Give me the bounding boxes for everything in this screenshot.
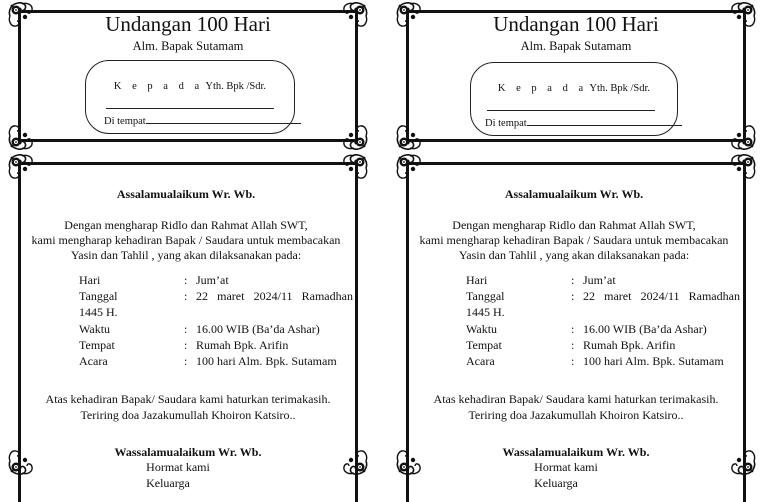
closing: Wassalamualaikum Wr. Wb. — [502, 445, 650, 459]
corner-ornament-icon — [396, 154, 422, 180]
event-details — [466, 272, 746, 369]
corner-ornament-icon — [8, 154, 34, 180]
detail-row-acara: Acara : 100 hari Alm. Bpk. Sutamam — [79, 354, 337, 368]
detail-row-acara: Acara : 100 hari Alm. Bpk. Sutamam — [466, 354, 724, 368]
invitation-cover-right — [396, 2, 756, 150]
invitation-body-right — [396, 154, 758, 489]
closing: Wassalamualaikum Wr. Wb. — [114, 445, 262, 459]
recipient-name-line — [106, 108, 274, 109]
signature-keluarga: Keluarga — [534, 476, 578, 490]
corner-ornament-icon — [396, 124, 422, 150]
cover-subtitle: Alm. Bapak Sutamam — [520, 39, 632, 53]
greeting: Assalamualaikum Wr. Wb. — [504, 187, 644, 201]
address-box — [470, 62, 678, 136]
intro-paragraph: Dengan mengharap Ridlo dan Rahmat Allah SWT, kami mengharap kehadiran Bapak / Saudara untuk membacakan Yasin dan Tahlil , yang akan dilaksanakan pada: — [31, 218, 341, 262]
detail-row-tempat: Tempat : Rumah Bpk. Arifin — [466, 338, 676, 352]
greeting: Assalamualaikum Wr. Wb. — [116, 187, 256, 201]
address-line: Di tempat — [104, 114, 301, 127]
detail-row-tanggal-cont: 1445 H. — [79, 305, 118, 319]
thanks-paragraph: Atas kehadiran Bapak/ Saudara kami haturkan terimakasih. Teriring doa Jazakumullah Khoiron Katsiro.. — [45, 392, 331, 422]
detail-row-waktu: Waktu : 16.00 WIB (Ba’da Ashar) — [79, 322, 320, 336]
signature-hormat: Hormat kami — [146, 460, 210, 474]
address-line: Di tempat — [485, 116, 682, 129]
corner-ornament-icon — [8, 124, 34, 150]
detail-row-hari: Hari : Jum’at — [79, 273, 229, 287]
signature-keluarga: Keluarga — [146, 476, 190, 490]
cover-title: Undangan 100 Hari — [105, 12, 271, 36]
detail-row-tanggal-cont: 1445 H. — [466, 305, 505, 319]
corner-ornament-icon — [730, 154, 756, 180]
invitation-cover-left — [8, 2, 368, 150]
detail-row-tanggal: Tanggal : 22 maret 2024/11 Ramadhan — [466, 289, 740, 303]
recipient-name-line — [487, 110, 655, 111]
detail-row-waktu: Waktu : 16.00 WIB (Ba’da Ashar) — [466, 322, 707, 336]
detail-row-tanggal: Tanggal : 22 maret 2024/11 Ramadhan — [79, 289, 353, 303]
event-details — [79, 272, 359, 369]
intro-paragraph: Dengan mengharap Ridlo dan Rahmat Allah SWT, kami mengharap kehadiran Bapak / Saudara untuk membacakan Yasin dan Tahlil , yang akan dilaksanakan pada: — [419, 218, 729, 262]
cover-subtitle: Alm. Bapak Sutamam — [132, 39, 244, 53]
corner-ornament-icon — [730, 124, 756, 150]
address-box — [85, 60, 295, 134]
detail-row-tempat: Tempat : Rumah Bpk. Arifin — [79, 338, 289, 352]
signature-hormat: Hormat kami — [534, 460, 598, 474]
cover-title: Undangan 100 Hari — [493, 12, 659, 36]
recipient-label: K e p a d a Yth. Bpk /Sdr. — [497, 83, 651, 94]
detail-row-hari: Hari : Jum’at — [466, 273, 616, 287]
invitation-body-left — [8, 154, 368, 489]
corner-ornament-icon — [342, 124, 368, 150]
thanks-paragraph: Atas kehadiran Bapak/ Saudara kami haturkan terimakasih. Teriring doa Jazakumullah Khoiron Katsiro.. — [433, 392, 719, 422]
recipient-label: K e p a d a Yth. Bpk /Sdr. — [113, 81, 267, 92]
corner-ornament-icon — [342, 154, 368, 180]
